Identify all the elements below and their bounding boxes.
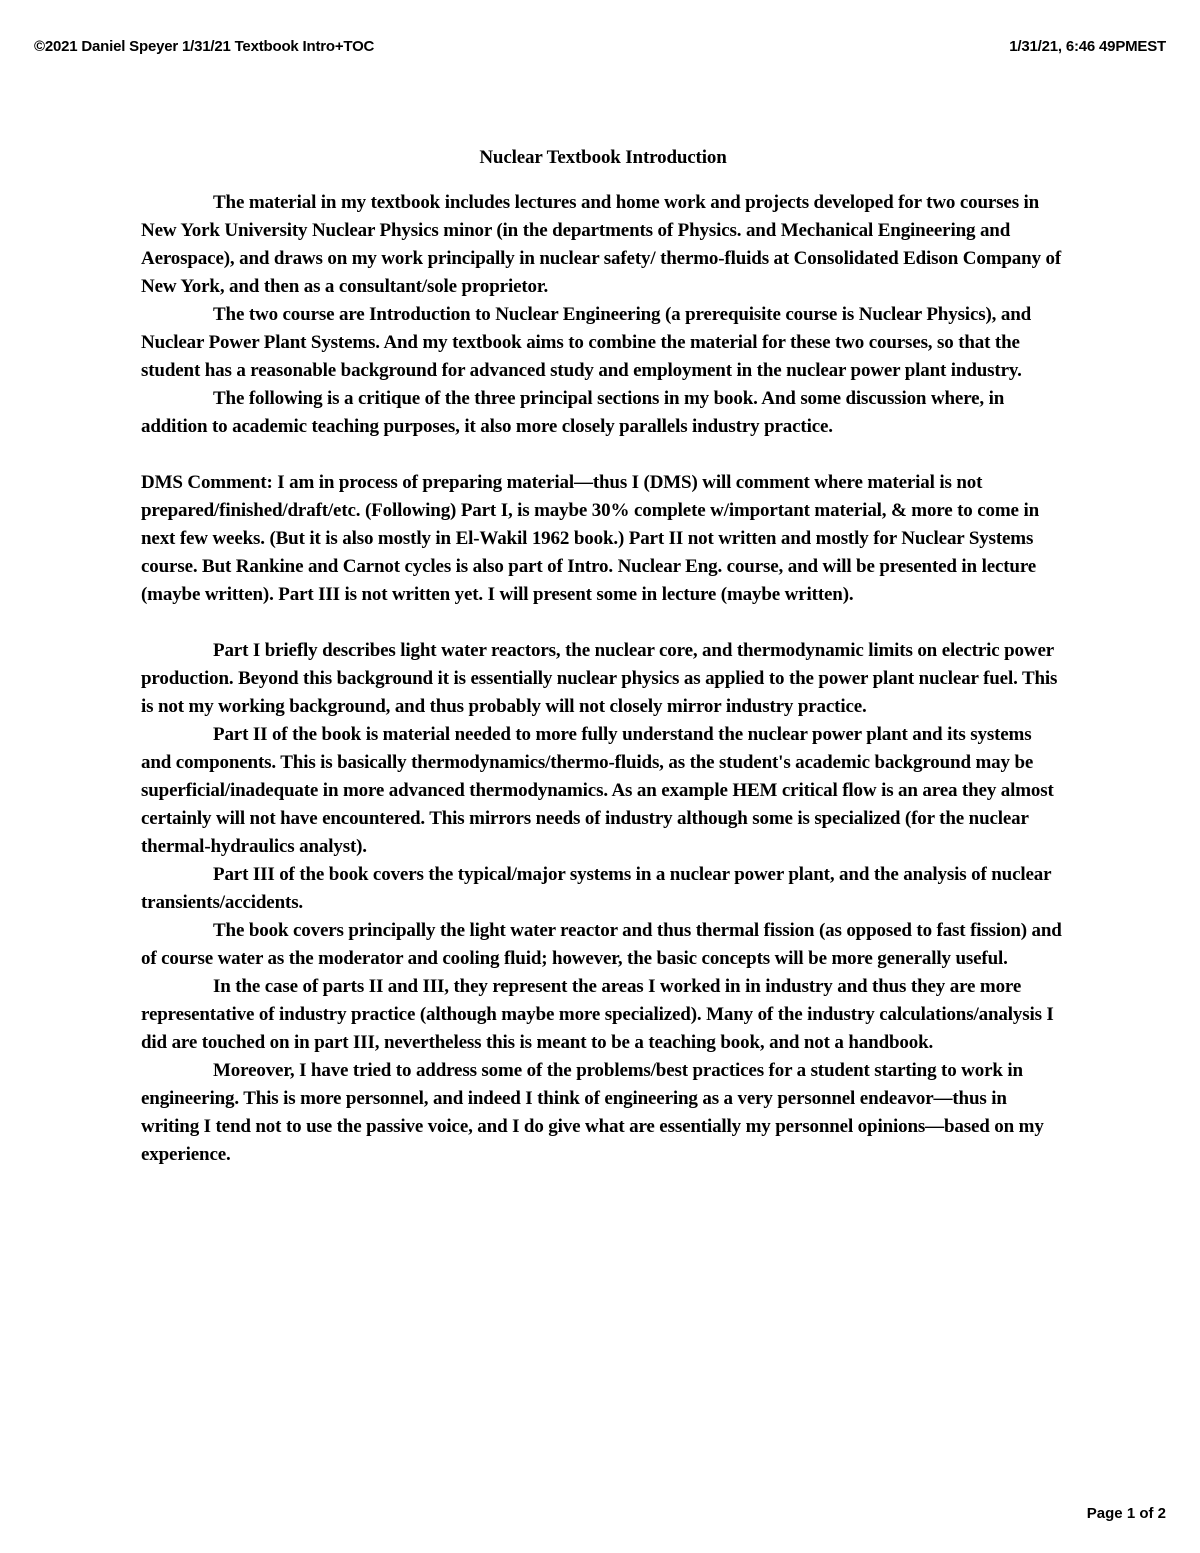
intro-paragraph: The material in my textbook includes lectures and home work and projects developed for two courses in New York University Nuclear Physics minor (in the departments of Physics. and Mechanical Engineering and Aerospace), and draws on my work principally in nuclear safety/ thermo-fluids at Consolidated Edison Company of New York, and then as a consultant/sole proprietor. <box>141 192 1062 297</box>
document-title: Nuclear Textbook Introduction <box>479 147 727 168</box>
dms-comment-text: I am in process of preparing material—thus I (DMS) will comment where material is not prepared/finished/draft/etc. (Following) Part I, is maybe 30% complete w/important material, & more to come in next few weeks. (But it is also mostly in El-Wakil 1962 book.) Part II not written and mostly for Nuclear Systems course. But Rankine and Carnot cycles is also part of Intro. Nuclear Eng. course, and will be presented in lecture (maybe written). Part III is not written yet. I will present some in lecture (maybe written). <box>141 472 1039 605</box>
intro-paragraph: The two course are Introduction to Nuclear Engineering (a prerequisite course is Nuclear Physics), and Nuclear Power Plant Systems. And my textbook aims to combine the material for these two courses, so that the student has a reasonable background for advanced study and employment in the nuclear power plant industry. <box>141 304 1032 381</box>
print-header-left: ©2021 Daniel Speyer 1/31/21 Textbook Intro+TOC <box>34 38 375 55</box>
intro-paragraph: The following is a critique of the three principal sections in my book. And some discussion where, in addition to academic teaching purposes, it also more closely parallels industry practice. <box>141 388 1005 437</box>
part-paragraph: Part II of the book is material needed to more fully understand the nuclear power plant and its systems and components. This is basically thermodynamics/thermo-fluids, as the student's academic background may be superficial/inadequate in more advanced thermodynamics. As an example HEM critical flow is an area they almost certainly will not have encountered. This mirrors needs of industry although some is specialized (for the nuclear thermal-hydraulics analyst). <box>141 724 1054 857</box>
dms-comment-label: DMS Comment: <box>141 472 273 493</box>
part-paragraph: Moreover, I have tried to address some of the problems/best practices for a student starting to work in engineering. This is more personnel, and indeed I think of engineering as a very personnel endeavor—thus in writing I tend not to use the passive voice, and I do give what are essentially my personnel opinions—based on my experience. <box>141 1060 1044 1165</box>
print-header-timestamp: 1/31/21, 6:46 49PMEST <box>1009 38 1166 55</box>
document-body <box>141 144 1065 1169</box>
part-paragraph: In the case of parts II and III, they represent the areas I worked in in industry and thus they are more representative of industry practice (although maybe more specialized). Many of the industry calculations/analysis I did are touched on in part III, nevertheless this is meant to be a teaching book, and not a handbook. <box>141 976 1054 1053</box>
part-paragraph: Part I briefly describes light water reactors, the nuclear core, and thermodynamic limits on electric power production. Beyond this background it is essentially nuclear physics as applied to the power plant nuclear fuel. This is not my working background, and thus probably will not closely mirror industry practice. <box>141 640 1058 717</box>
part-paragraph: Part III of the book covers the typical/major systems in a nuclear power plant, and the analysis of nuclear transients/accidents. <box>141 864 1052 913</box>
page-number: Page 1 of 2 <box>1086 1505 1166 1522</box>
part-paragraph: The book covers principally the light water reactor and thus thermal fission (as opposed to fast fission) and of course water as the moderator and cooling fluid; however, the basic concepts will be more generally useful. <box>141 920 1062 969</box>
dms-comment-paragraph <box>141 469 1065 609</box>
